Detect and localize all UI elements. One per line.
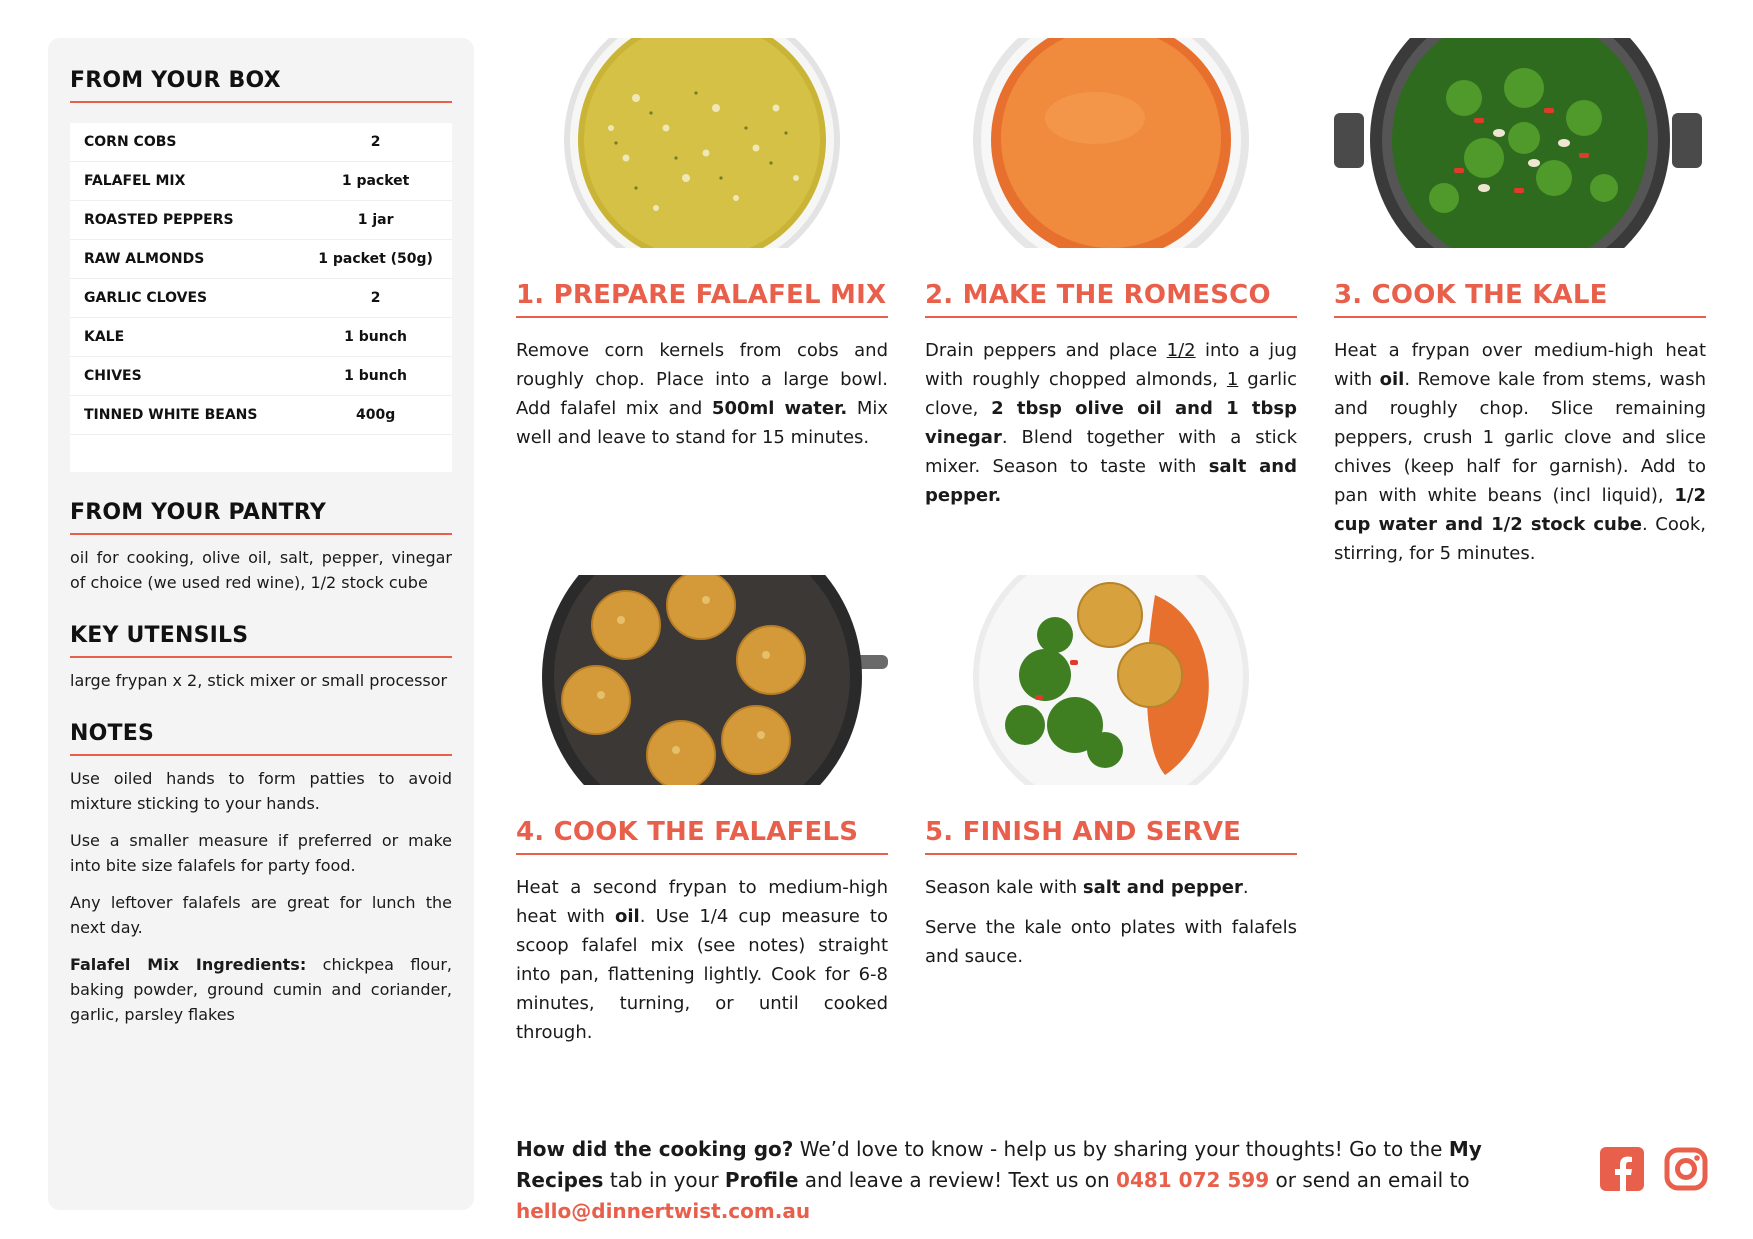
step-bold: 1/2 cup water and 1/2 stock cube: [1334, 485, 1706, 535]
step-5: [925, 575, 1297, 971]
ingredient-qty: 2: [299, 279, 452, 318]
step-bold: 2 tbsp olive oil and 1 tbsp vinegar: [925, 398, 1297, 448]
pan-falafels-image: [516, 575, 888, 785]
step-bold: oil: [1379, 369, 1405, 390]
ingredient-qty: 2: [299, 123, 452, 162]
step-text: garlic clove,: [925, 369, 1297, 419]
note-item: Any leftover falafels are great for lunch the next day.: [70, 893, 452, 937]
step-text: . Cook, stirring, for 5 minutes.: [1334, 514, 1706, 564]
footer-bold: Profile: [724, 1168, 799, 1192]
step-text: Drain peppers and place: [925, 340, 1167, 361]
table-row: [70, 162, 452, 201]
step-text: .: [1242, 877, 1249, 898]
ingredient-qty: 400g: [299, 396, 452, 435]
step-bold: salt and pepper.: [925, 456, 1297, 506]
step-text: Heat a frypan over medium-high heat with: [1334, 340, 1706, 390]
bowl-falafel-mix-image: [516, 38, 888, 248]
table-row: [70, 279, 452, 318]
step-bold: 500ml water.: [711, 398, 848, 419]
step-text: Heat a second frypan to medium-high heat with: [516, 877, 888, 927]
footer-text: and leave a review! Text us on: [798, 1168, 1117, 1192]
jug-romesco-image: [925, 38, 1297, 248]
step-underline: 1: [1226, 369, 1239, 390]
step-3-photo: [1334, 38, 1706, 248]
notes-section: [70, 721, 452, 1027]
step-2-photo: [925, 38, 1297, 248]
step-4: [516, 575, 888, 1047]
step-text: into a jug with roughly chopped almonds,: [925, 340, 1297, 390]
footer-text: tab in your: [603, 1168, 725, 1192]
note-item: Use a smaller measure if preferred or make into bite size falafels for party food.: [70, 831, 452, 875]
step-3-title: 3. COOK THE KALE: [1334, 280, 1706, 318]
notes-heading: NOTES: [70, 721, 452, 756]
footer-text: or send an email to: [1269, 1168, 1470, 1192]
falafel-ingredients-text: chickpea flour, baking powder, ground cumin and coriander, garlic, parsley flakes: [70, 955, 452, 1024]
ingredient-name: CORN COBS: [70, 123, 299, 162]
step-4-photo: [516, 575, 888, 785]
step-bold: oil: [615, 906, 640, 927]
step-1-title: 1. PREPARE FALAFEL MIX: [516, 280, 888, 318]
ingredient-qty: 1 bunch: [299, 318, 452, 357]
falafel-ingredients-label: Falafel Mix Ingredients:: [70, 955, 307, 974]
ingredient-name: CHIVES: [70, 357, 299, 396]
step-text: . Use 1/4 cup measure to scoop falafel mix (see notes) straight into pan, flattening lightly. Cook for 6-8 minutes, turning, or until cooked through.: [516, 906, 888, 1043]
step-1-photo: [516, 38, 888, 248]
falafel-ingredients-note: [70, 952, 452, 1027]
sidebar: [48, 38, 474, 1210]
table-row: [70, 240, 452, 279]
pantry-text: oil for cooking, olive oil, salt, pepper, vinegar of choice (we used red wine), 1/2 stock cube: [70, 548, 452, 592]
ingredients-table: [70, 123, 452, 472]
step-4-title: 4. COOK THE FALAFELS: [516, 817, 888, 855]
ingredient-name: RAW ALMONDS: [70, 240, 299, 279]
pantry-section: [70, 500, 452, 595]
ingredient-qty: 1 packet (50g): [299, 240, 452, 279]
step-bold: salt and pepper: [1082, 877, 1243, 898]
footer-text: We’d love to know - help us by sharing your thoughts! Go to the: [793, 1137, 1449, 1161]
step-text: . Remove kale from stems, wash and roughly chop. Slice remaining peppers, crush 1 garlic clove and slice chives (keep half for garnish). Add to pan with white beans (incl liquid),: [1334, 369, 1706, 506]
note-item: Use oiled hands to form patties to avoid mixture sticking to your hands.: [70, 769, 452, 813]
box-heading: FROM YOUR BOX: [70, 68, 452, 103]
step-5-photo: [925, 575, 1297, 785]
step-3-body: [1334, 336, 1706, 568]
step-3: [1334, 38, 1706, 568]
ingredient-name: GARLIC CLOVES: [70, 279, 299, 318]
step-1-body: [516, 336, 888, 452]
step-4-body: [516, 873, 888, 1047]
footer-bold: How did the cooking go?: [516, 1137, 794, 1161]
step-2-title: 2. MAKE THE ROMESCO: [925, 280, 1297, 318]
step-text: Serve the kale onto plates with falafels and sauce.: [925, 917, 1297, 967]
step-1: [516, 38, 888, 452]
table-row-empty: [70, 435, 452, 473]
email-link[interactable]: hello@dinnertwist.com.au: [516, 1199, 811, 1223]
ingredient-qty: 1 packet: [299, 162, 452, 201]
pantry-heading: FROM YOUR PANTRY: [70, 500, 452, 535]
table-row: [70, 123, 452, 162]
utensils-text: large frypan x 2, stick mixer or small processor: [70, 671, 448, 690]
step-text: Mix well and leave to stand for 15 minutes.: [516, 398, 888, 448]
feedback-footer: [516, 1134, 1561, 1227]
step-text: Season kale with: [925, 877, 1083, 898]
step-2-body: [925, 336, 1297, 510]
step-text: Remove corn kernels from cobs and roughly chop. Place into a large bowl. Add falafel mix and: [516, 340, 888, 419]
ingredient-name: FALAFEL MIX: [70, 162, 299, 201]
ingredient-qty: 1 bunch: [299, 357, 452, 396]
table-row: [70, 318, 452, 357]
pan-kale-image: [1334, 38, 1706, 248]
ingredient-name: ROASTED PEPPERS: [70, 201, 299, 240]
ingredient-name: KALE: [70, 318, 299, 357]
step-5-title: 5. FINISH AND SERVE: [925, 817, 1297, 855]
utensils-section: [70, 623, 452, 693]
ingredient-name: TINNED WHITE BEANS: [70, 396, 299, 435]
step-2: [925, 38, 1297, 510]
table-row: [70, 201, 452, 240]
ingredient-qty: 1 jar: [299, 201, 452, 240]
facebook-icon[interactable]: [1600, 1147, 1644, 1191]
table-row: [70, 357, 452, 396]
step-underline: 1/2: [1166, 340, 1196, 361]
phone-link[interactable]: 0481 072 599: [1116, 1168, 1270, 1192]
step-5-body: [925, 873, 1297, 971]
utensils-heading: KEY UTENSILS: [70, 623, 452, 658]
footer-bold: My Recipes: [516, 1137, 1482, 1192]
table-row: [70, 396, 452, 435]
instagram-icon[interactable]: [1664, 1147, 1708, 1191]
step-text: . Blend together with a stick mixer. Season to taste with: [925, 427, 1297, 477]
plated-dish-image: [925, 575, 1297, 785]
